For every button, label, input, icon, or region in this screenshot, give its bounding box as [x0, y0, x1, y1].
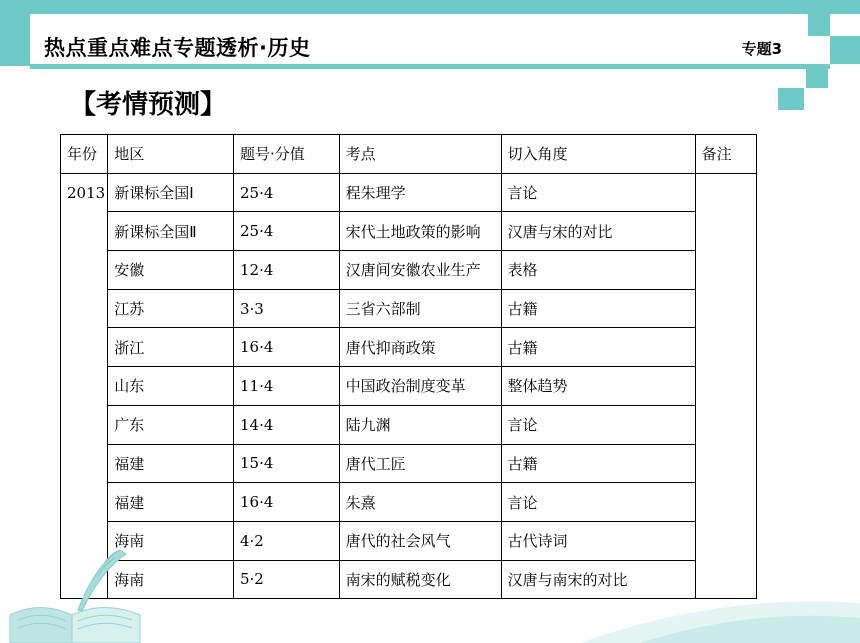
decor-square	[830, 0, 860, 14]
question-score-cell: 5·2	[233, 560, 339, 599]
table-row	[61, 483, 757, 522]
angle-cell: 汉唐与宋的对比	[501, 212, 695, 251]
decor-square	[808, 14, 830, 36]
note-cell	[695, 173, 756, 599]
decor-square	[778, 88, 804, 110]
angle-cell: 表格	[501, 251, 695, 290]
topic-cell: 中国政治制度变革	[339, 367, 501, 406]
table-row	[61, 405, 757, 444]
table-row	[61, 521, 757, 560]
topic-cell: 三省六部制	[339, 289, 501, 328]
header-subtitle: 专题3	[741, 40, 782, 58]
table-row	[61, 328, 757, 367]
table-row	[61, 289, 757, 328]
corner-swoosh-decoration	[580, 573, 860, 643]
table-row	[61, 444, 757, 483]
exam-table	[60, 134, 757, 599]
region-cell: 山东	[108, 367, 234, 406]
section-title: 【考情预测】	[70, 90, 227, 120]
year-cell: 2013	[61, 173, 108, 599]
open-book-quill-icon	[0, 520, 150, 643]
topic-cell: 宋代土地政策的影响	[339, 212, 501, 251]
angle-cell: 古籍	[501, 289, 695, 328]
table-row	[61, 367, 757, 406]
region-cell: 海南	[108, 560, 234, 599]
angle-cell: 古籍	[501, 444, 695, 483]
region-cell: 广东	[108, 405, 234, 444]
decor-square	[806, 66, 828, 88]
decor-bar-top	[30, 0, 830, 14]
region-cell: 福建	[108, 483, 234, 522]
angle-cell: 言论	[501, 405, 695, 444]
column-header: 考点	[339, 135, 501, 174]
region-cell: 安徽	[108, 251, 234, 290]
topic-cell: 陆九渊	[339, 405, 501, 444]
region-cell: 新课标全国Ⅰ	[108, 173, 234, 212]
column-header: 年份	[61, 135, 108, 174]
topic-cell: 南宋的赋税变化	[339, 560, 501, 599]
question-score-cell: 3·3	[233, 289, 339, 328]
question-score-cell: 25·4	[233, 173, 339, 212]
header-title: 热点重点难点专题透析·历史	[44, 36, 311, 60]
question-score-cell: 16·4	[233, 483, 339, 522]
topic-cell: 唐代工匠	[339, 444, 501, 483]
header-divider	[30, 64, 830, 69]
topic-cell: 朱熹	[339, 483, 501, 522]
column-header: 备注	[695, 135, 756, 174]
topic-cell: 汉唐间安徽农业生产	[339, 251, 501, 290]
question-score-cell: 14·4	[233, 405, 339, 444]
topic-cell: 唐代的社会风气	[339, 521, 501, 560]
topic-cell: 程朱理学	[339, 173, 501, 212]
decor-bar-left	[0, 0, 30, 66]
angle-cell: 古代诗词	[501, 521, 695, 560]
table-row	[61, 173, 757, 212]
region-cell: 福建	[108, 444, 234, 483]
column-header: 题号·分值	[233, 135, 339, 174]
angle-cell: 汉唐与南宋的对比	[501, 560, 695, 599]
angle-cell: 言论	[501, 173, 695, 212]
question-score-cell: 11·4	[233, 367, 339, 406]
angle-cell: 整体趋势	[501, 367, 695, 406]
decor-square	[830, 36, 860, 64]
topic-cell: 唐代抑商政策	[339, 328, 501, 367]
region-cell: 海南	[108, 521, 234, 560]
column-header: 地区	[108, 135, 234, 174]
question-score-cell: 25·4	[233, 212, 339, 251]
region-cell: 新课标全国Ⅱ	[108, 212, 234, 251]
table-row	[61, 212, 757, 251]
angle-cell: 古籍	[501, 328, 695, 367]
table-header-row	[61, 135, 757, 174]
question-score-cell: 12·4	[233, 251, 339, 290]
column-header: 切入角度	[501, 135, 695, 174]
question-score-cell: 4·2	[233, 521, 339, 560]
question-score-cell: 16·4	[233, 328, 339, 367]
region-cell: 江苏	[108, 289, 234, 328]
table-row	[61, 251, 757, 290]
region-cell: 浙江	[108, 328, 234, 367]
question-score-cell: 15·4	[233, 444, 339, 483]
angle-cell: 言论	[501, 483, 695, 522]
